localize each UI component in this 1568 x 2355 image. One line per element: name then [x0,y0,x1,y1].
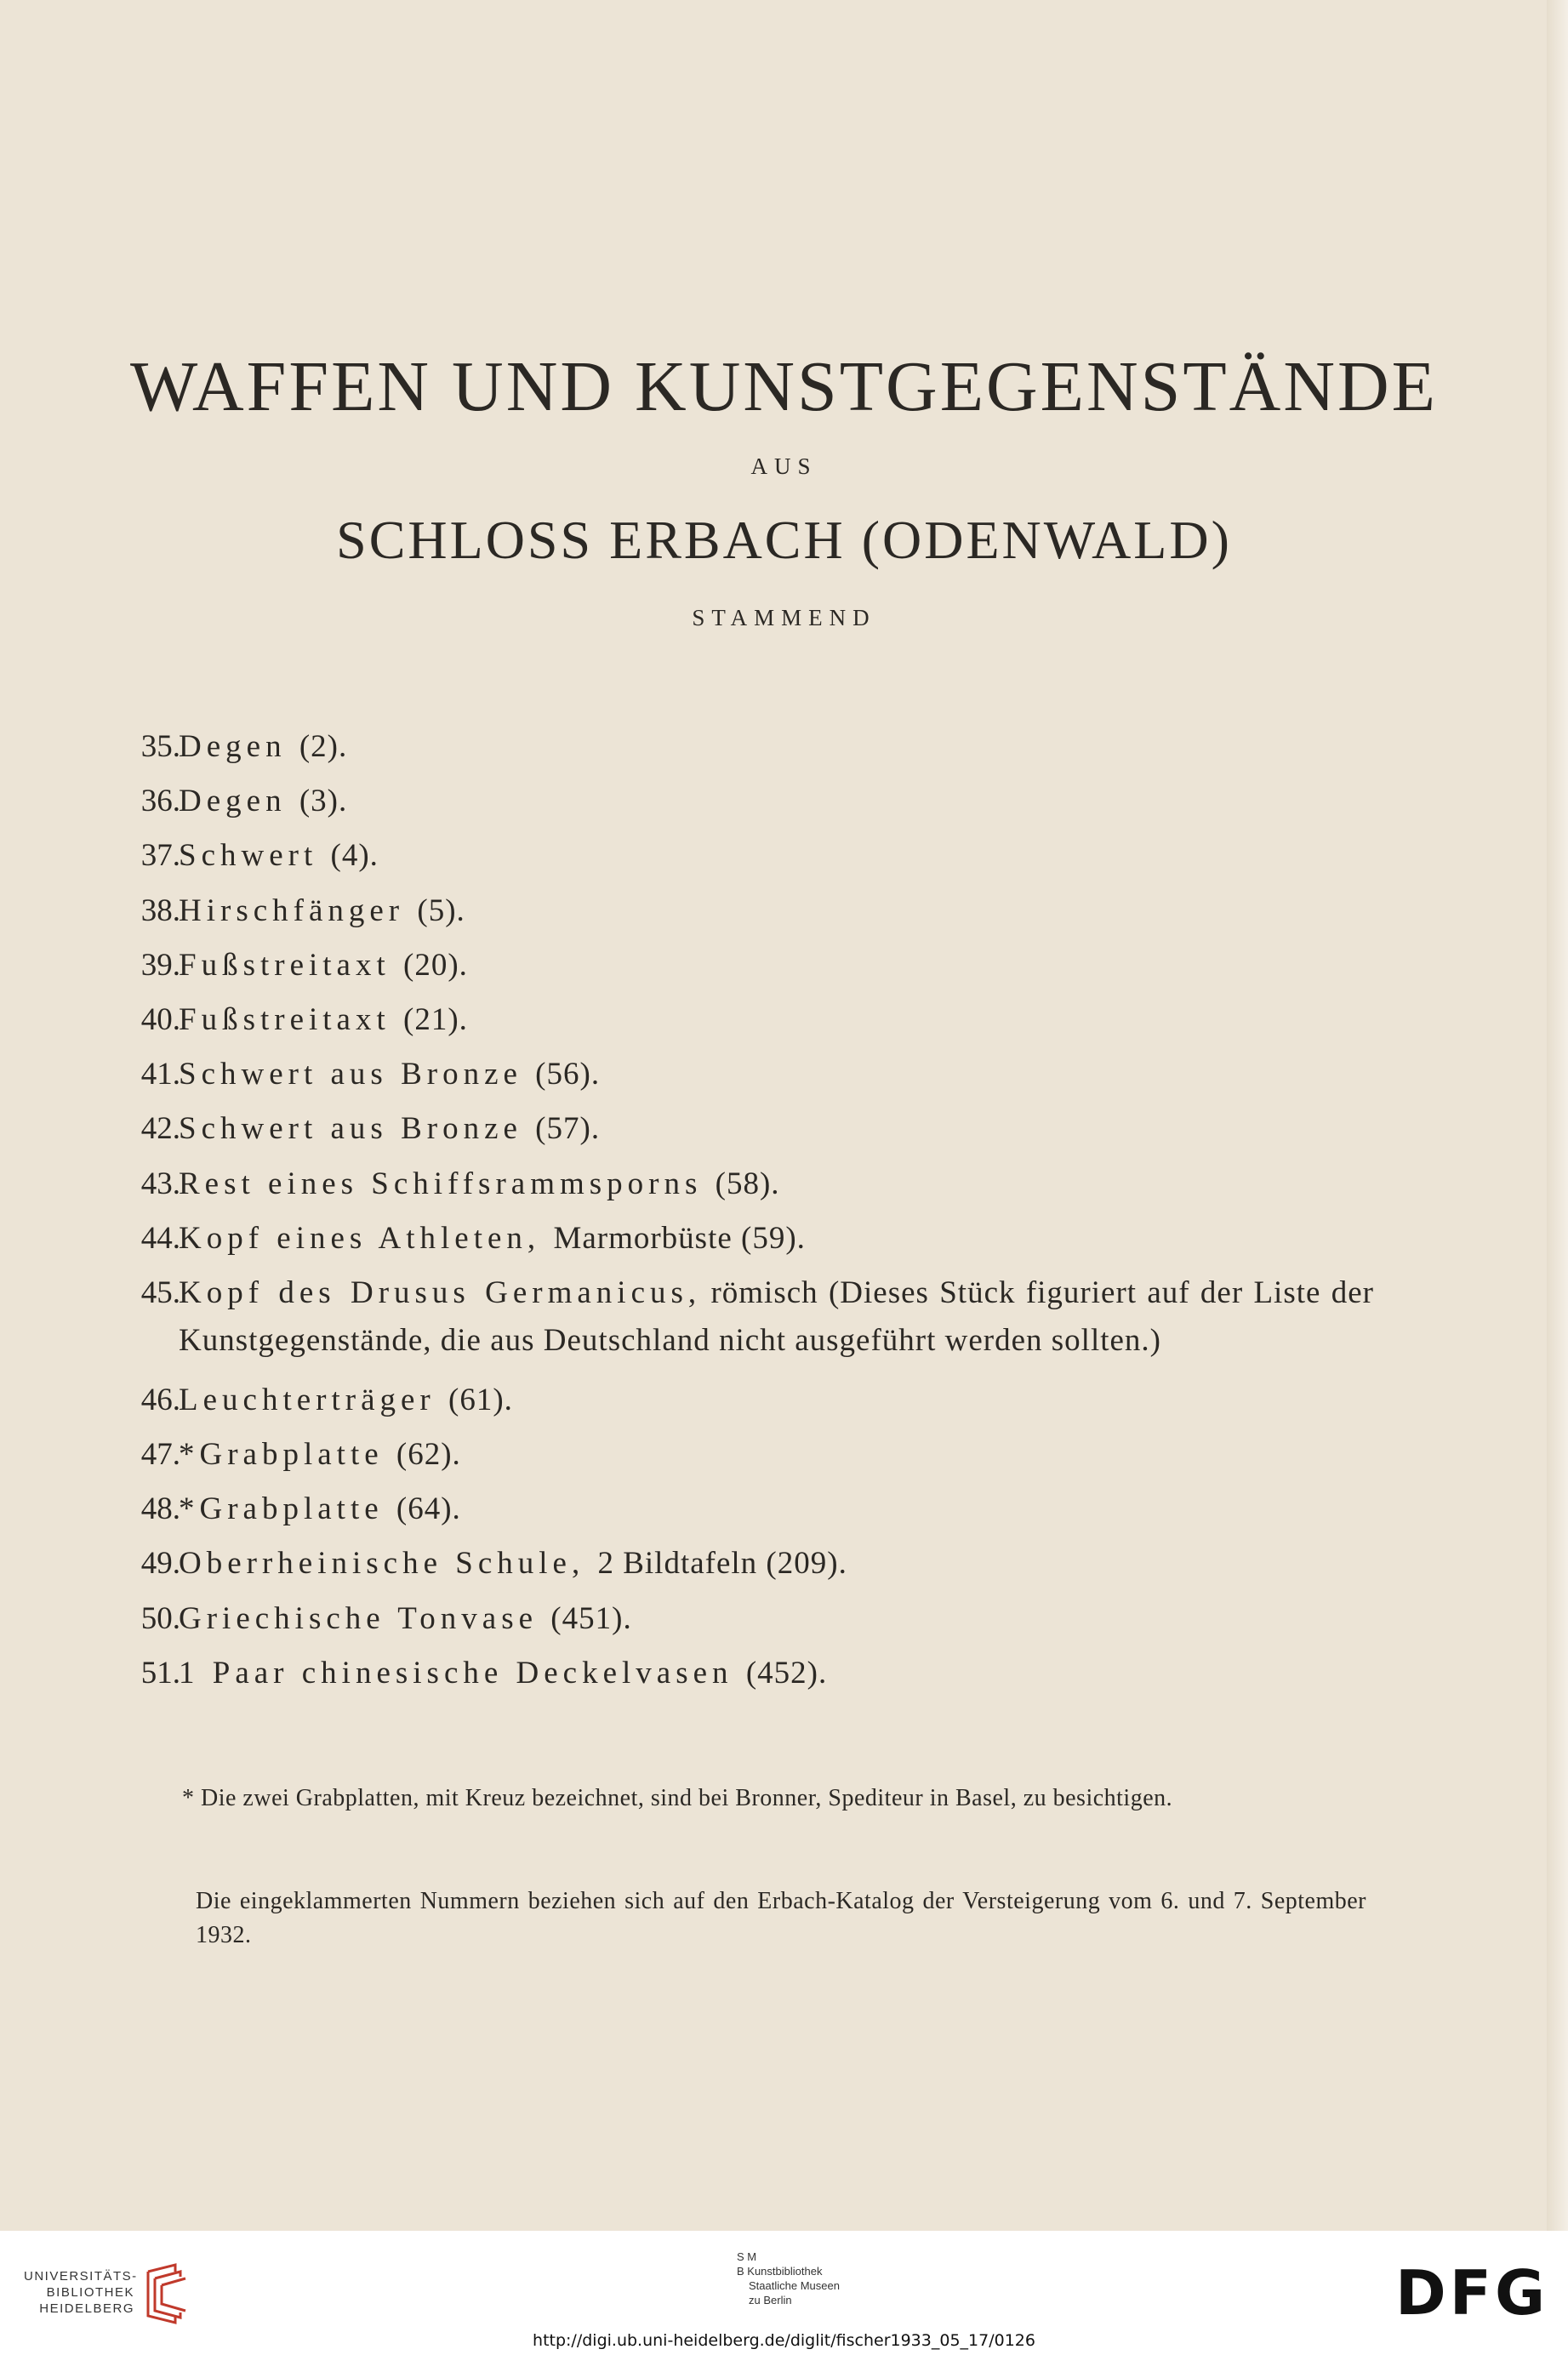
item-number: 47. [140,1437,180,1473]
item-name: Rest eines Schiffsrammsporns [179,1166,703,1201]
list-item [119,1650,1378,1704]
item-number: 51. [140,1655,180,1691]
item-name: 1 Paar chinesische Deckelvasen [179,1655,733,1691]
item-name: *Grabplatte [179,1491,384,1527]
stamp-line: B Kunstbibliothek [737,2265,823,2278]
list-item [119,723,1378,778]
list-item [119,942,1378,996]
list-item [119,832,1378,887]
footnote: * Die zwei Grabplatten, mit Kreuz bezeichnet, sind bei Bronner, Spediteur in Basel, zu besichtigen. [182,1785,1173,1811]
item-number: 49. [140,1546,180,1582]
title-suffix: STAMMEND [692,605,876,630]
item-list [119,723,1378,1704]
list-item [119,1431,1378,1485]
item-name: Degen [179,729,287,764]
item-number: 45. [140,1274,180,1310]
item-name: Fußstreitaxt [179,1001,391,1037]
item-detail: (58). [715,1166,780,1201]
item-detail: römisch (Dieses Stück figuriert auf der Liste der Kunstgegenstände, die aus Deutschland nicht ausgeführt werden sollten.) [179,1274,1374,1358]
item-detail: Marmorbüste (59). [553,1220,806,1256]
item-number: 46. [140,1382,180,1417]
list-item [119,1160,1378,1215]
list-item [119,1051,1378,1105]
item-detail: (4). [330,838,379,874]
list-item [119,1105,1378,1160]
catalog-note: Die eingeklammerten Nummern beziehen sich auf den Erbach-Katalog der Versteigerung vom 6. und 7. September 1932. [196,1888,1366,1948]
item-detail: 2 Bildtafeln (209). [597,1546,847,1582]
library-logo-line: UNIVERSITÄTS- [24,2269,138,2284]
item-name: Hirschfänger [179,892,405,928]
item-number: 37. [140,838,180,874]
item-number: 43. [140,1166,180,1201]
item-name: Griechische Tonvase [179,1600,539,1636]
item-name: Degen [179,784,287,819]
item-detail: (56). [535,1057,601,1092]
title-connector: AUS [750,453,818,479]
item-detail: (451). [550,1600,632,1636]
item-detail: (20). [403,947,468,983]
item-number: 50. [140,1600,180,1636]
list-item [119,996,1378,1051]
library-logo-line: HEIDELBERG [39,2301,134,2316]
item-number: 42. [140,1111,180,1147]
library-emblem-icon [141,2263,192,2324]
list-item [119,1269,1378,1377]
item-detail: (2). [299,729,348,764]
item-name: Kopf eines Athleten, [179,1220,541,1256]
list-item [119,1377,1378,1431]
list-item [119,1485,1378,1540]
item-name: Kopf des Drusus Germanicus, [179,1274,702,1310]
item-detail: (64). [396,1491,461,1527]
list-item [119,1595,1378,1650]
item-detail: (62). [396,1437,461,1473]
stamp-line: Staatliche Museen [749,2279,840,2292]
item-name: Fußstreitaxt [179,947,391,983]
item-name: Schwert [179,838,318,874]
list-item [119,1540,1378,1594]
university-library-logo[interactable] [24,2268,194,2328]
item-number: 41. [140,1057,180,1092]
item-number: 36. [140,784,180,819]
page-subtitle: SCHLOSS ERBACH (ODENWALD) [336,510,1232,570]
item-name: *Grabplatte [179,1437,384,1473]
item-detail: (57). [535,1111,601,1147]
item-name: Leuchterträger [179,1382,436,1417]
item-number: 48. [140,1491,180,1527]
item-detail: (452). [745,1655,828,1691]
stamp-line: S M [737,2250,757,2263]
item-number: 44. [140,1220,180,1256]
item-number: 38. [140,892,180,928]
page-title: WAFFEN UND KUNSTGEGENSTÄNDE [130,347,1438,426]
list-item [119,1215,1378,1269]
stamp-line: zu Berlin [749,2294,792,2307]
item-name: Schwert aus Bronze [179,1111,522,1147]
item-number: 39. [140,947,180,983]
item-detail: (21). [403,1001,468,1037]
dfg-logo[interactable]: DFG [1395,2257,1549,2329]
item-name: Schwert aus Bronze [179,1057,522,1092]
item-detail: (5). [417,892,465,928]
item-name: Oberrheinische Schule, [179,1546,585,1582]
item-number: 35. [140,729,180,764]
item-detail: (3). [299,784,348,819]
item-number: 40. [140,1001,180,1037]
page-edge [1547,0,1568,2231]
item-detail: (61). [448,1382,513,1417]
list-item [119,778,1378,832]
permalink-url[interactable]: http://digi.ub.uni-heidelberg.de/diglit/fischer1933_05_17/0126 [533,2331,1035,2350]
list-item [119,887,1378,942]
library-stamp [737,2250,907,2307]
library-logo-line: BIBLIOTHEK [46,2285,134,2300]
